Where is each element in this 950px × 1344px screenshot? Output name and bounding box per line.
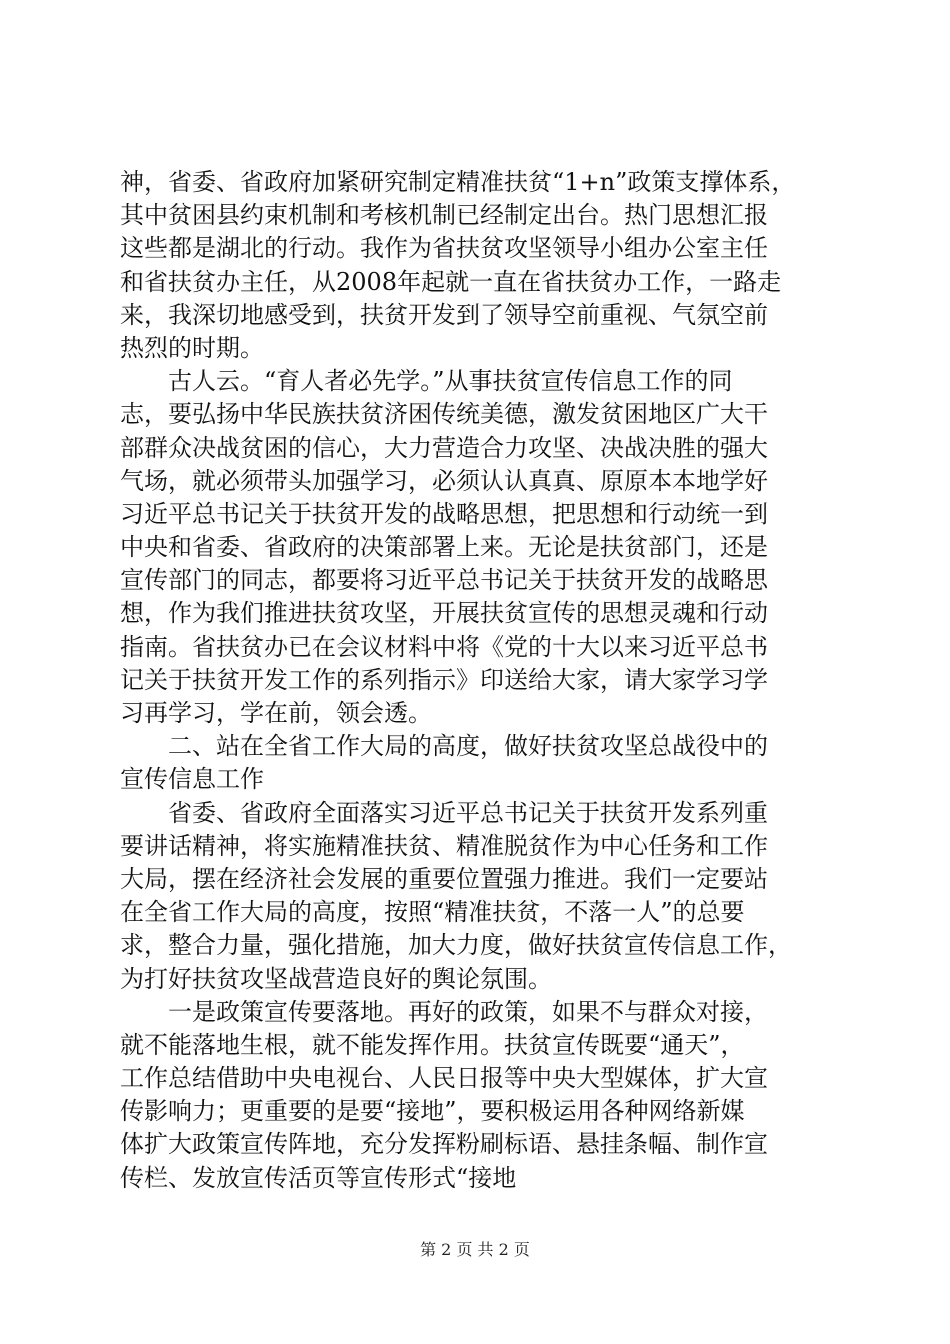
text-line: 习近平总书记关于扶贫开发的战略思想，把思想和行动统一到 bbox=[120, 499, 768, 528]
page-number-footer: 第 2 页 共 2 页 bbox=[420, 1240, 530, 1259]
text-line: 在全省工作大局的高度，按照“精准扶贫，不落一人”的总要 bbox=[120, 898, 745, 927]
text-line: 气场，就必须带头加强学习，必须认认真真、原原本本地学好 bbox=[120, 466, 768, 495]
text-line: 传栏、发放宣传活页等宣传形式“接地 bbox=[120, 1163, 517, 1192]
text-line: 大局，摆在经济社会发展的重要位置强力推进。我们一定要站 bbox=[120, 864, 768, 893]
text-line: 宣传信息工作 bbox=[120, 765, 264, 794]
text-line: 要讲话精神，将实施精准扶贫、精准脱贫作为中心任务和工作 bbox=[120, 831, 768, 860]
text-line: 为打好扶贫攻坚战营造良好的舆论氛围。 bbox=[120, 964, 552, 993]
text-line: 其中贫困县约束机制和考核机制已经制定出台。热门思想汇报 bbox=[120, 201, 768, 230]
text-line: 指南。省扶贫办已在会议材料中将《党的十大以来习近平总书 bbox=[120, 632, 768, 661]
text-line: 这些都是湖北的行动。我作为省扶贫攻坚领导小组办公室主任 bbox=[120, 234, 768, 263]
text-line: 工作总结借助中央电视台、人民日报等中央大型媒体，扩大宣 bbox=[120, 1064, 768, 1093]
text-line: 体扩大政策宣传阵地，充分发挥粉刷标语、悬挂条幅、制作宣 bbox=[120, 1130, 768, 1159]
document-body bbox=[120, 166, 840, 1195]
text-line: 习再学习，学在前，领会透。 bbox=[120, 699, 432, 727]
text-line: 一是政策宣传要落地。再好的政策，如果不与群众对接， bbox=[120, 997, 768, 1026]
text-line: 宣传部门的同志，都要将习近平总书记关于扶贫开发的战略思 bbox=[120, 566, 768, 595]
text-line: 求，整合力量，强化措施，加大力度，做好扶贫宣传信息工作， bbox=[120, 931, 792, 960]
text-line: 神，省委、省政府加紧研究制定精准扶贫“1+n”政策支撑体系， bbox=[120, 168, 796, 196]
text-line: 热烈的时期。 bbox=[120, 333, 264, 362]
text-line: 志，要弘扬中华民族扶贫济困传统美德，激发贫困地区广大干 bbox=[120, 400, 768, 429]
text-line: 想，作为我们推进扶贫攻坚，开展扶贫宣传的思想灵魂和行动 bbox=[120, 599, 768, 628]
text-line: 部群众决战贫困的信心，大力营造合力攻坚、决战决胜的强大 bbox=[120, 433, 768, 462]
text-line: 传影响力；更重要的是要“接地”，要积极运用各种网络新媒 bbox=[120, 1097, 745, 1126]
text-line: 中央和省委、省政府的决策部署上来。无论是扶贫部门，还是 bbox=[120, 533, 768, 562]
text-line: 省委、省政府全面落实习近平总书记关于扶贫开发系列重 bbox=[120, 798, 768, 827]
text-line: 来，我深切地感受到，扶贫开发到了领导空前重视、气氛空前 bbox=[120, 300, 768, 329]
text-line: 古人云。“育人者必先学。”从事扶贫宣传信息工作的同 bbox=[120, 367, 733, 396]
text-line: 记关于扶贫开发工作的系列指示》印送给大家，请大家学习学 bbox=[120, 665, 768, 694]
text-line: 二、站在全省工作大局的高度，做好扶贫攻坚总战役中的 bbox=[120, 732, 768, 761]
text-line: 就不能落地生根，就不能发挥作用。扶贫宣传既要“通天”， bbox=[120, 1030, 745, 1059]
text-line: 和省扶贫办主任，从2008年起就一直在省扶贫办工作，一路走 bbox=[120, 267, 782, 296]
